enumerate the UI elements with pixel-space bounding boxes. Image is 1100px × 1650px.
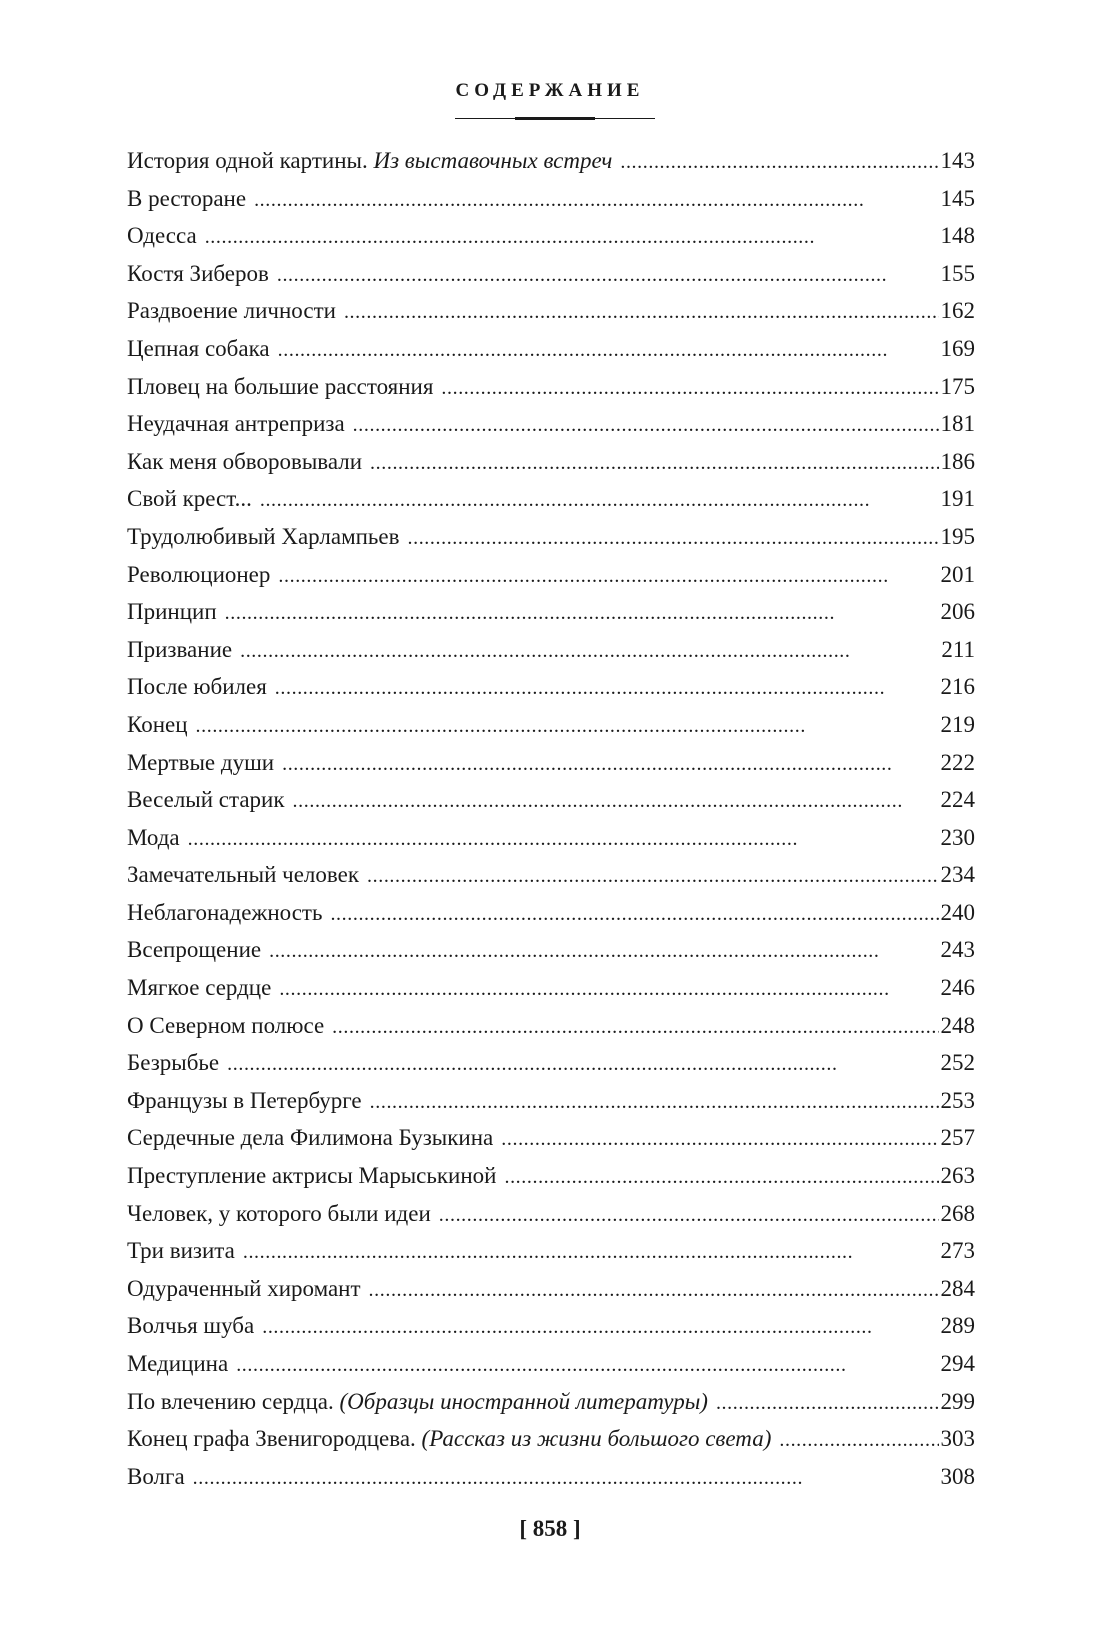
toc-page-number: 308 [940,1463,975,1489]
toc-entry-title [127,1270,369,1308]
toc-leader-dots [501,1121,938,1159]
toc-leader-dots [716,1385,939,1423]
toc-entry [127,1420,975,1458]
toc-leader-dots [188,821,939,859]
toc-page-number: 253 [940,1087,975,1113]
toc-entry [127,217,975,255]
toc-entry-main-title: В ресторане [127,185,247,211]
toc-leader-dots [254,182,938,220]
toc-entry-main-title: Принцип [127,599,217,625]
toc-entry [127,593,975,631]
toc-entry-title [127,931,269,969]
toc-leader-dots [193,1460,939,1498]
toc-page-number: 216 [940,674,975,700]
toc-page-number: 248 [940,1012,975,1038]
toc-entry [127,1007,975,1045]
toc-entry-title [127,1458,193,1496]
toc-leader-dots [277,257,939,295]
toc-entry-title [127,180,254,218]
toc-entry-title [127,142,620,180]
toc-entry-main-title: Неудачная антреприза [127,411,345,437]
toc-page-number: 224 [940,787,975,813]
toc-page-number: 148 [940,223,975,249]
toc-entry-title [127,1232,243,1270]
toc-entry-main-title: Революционер [127,561,271,587]
toc-leader-dots [330,896,938,934]
toc-leader-dots [227,1046,938,1084]
toc-entry-title [127,368,441,406]
toc-page-number: 191 [940,486,975,512]
toc-page-number: 155 [940,260,975,286]
toc-entry-title [127,856,367,894]
toc-entry-main-title: После юбилея [127,674,267,700]
running-header [0,80,1100,102]
toc-entry-main-title: Неблагонадежность [127,899,323,925]
toc-leader-dots [275,670,939,708]
toc-page-number: 230 [940,824,975,850]
toc-entry [127,1458,975,1496]
toc-entry-main-title: Одураченный хиромант [127,1275,361,1301]
toc-entry-main-title: Безрыбье [127,1050,220,1076]
toc-entry-subtitle: (Образцы иностранной литературы) [339,1388,708,1414]
toc-page-number: 294 [940,1351,975,1376]
toc-entry-title [127,744,282,782]
toc-entry-subtitle: Из выставочных встреч [373,148,613,173]
toc-entry-title [127,1157,504,1195]
toc-page-number: 240 [940,899,975,925]
toc-page-number: 263 [940,1163,975,1189]
toc-entry-main-title: Волга [127,1463,185,1489]
toc-page-number: 299 [940,1388,975,1414]
toc-entry-main-title: Костя Зиберов [127,260,269,286]
toc-entry-main-title: Всепрощение [127,937,262,963]
toc-entry-main-title: По влечению сердца. [127,1388,340,1414]
toc-leader-dots [408,520,939,558]
toc-entry-main-title: Одесса [127,223,197,249]
toc-entry-title [127,518,408,556]
toc-entry [127,180,975,218]
toc-leader-dots [370,445,938,483]
toc-entry [127,405,975,443]
toc-page-number: 201 [940,561,975,587]
toc-entry-main-title: Конец графа Звенигородцева. [127,1426,422,1452]
toc-entry [127,744,975,782]
toc-entry-main-title: Свой крест... [127,486,252,512]
toc-page-number: 289 [940,1313,975,1339]
toc-entry [127,330,975,368]
toc-entry-main-title: Замечательный человек [127,862,360,888]
toc-page-number: 219 [940,711,975,737]
header-rule-accent [515,117,595,120]
toc-leader-dots [332,1009,938,1047]
toc-page-number: 246 [940,975,975,1001]
toc-page-number: 181 [940,411,975,437]
toc-leader-dots [205,219,939,257]
toc-entry-title [127,1195,439,1233]
toc-leader-dots [504,1159,938,1197]
toc-leader-dots [279,971,938,1009]
toc-entry-title [127,1007,332,1045]
toc-page-number: 303 [940,1426,975,1452]
toc-page-number: 175 [940,373,975,399]
toc-entry-title [127,255,277,293]
toc-entry-main-title: История одной картины. [127,148,374,173]
toc-entry [127,292,975,330]
toc-entry [127,668,975,706]
toc-entry [127,706,975,744]
toc-entry-main-title: Мертвые души [127,749,275,775]
toc-entry-main-title: Мода [127,824,180,850]
toc-leader-dots [260,482,939,520]
toc-page-number: 211 [941,636,975,662]
page-title: СОДЕРЖАНИЕ [455,80,645,101]
toc-leader-dots [779,1422,938,1460]
toc-entry-title [127,292,344,330]
toc-entry [127,368,975,406]
toc-entry [127,255,975,293]
toc-page-number: 252 [940,1050,975,1076]
toc-page-number: 143 [940,148,975,173]
toc-page-number: 257 [940,1125,975,1151]
toc-entry-title [127,894,330,932]
toc-entry-title [127,969,279,1007]
toc-page-number: 273 [940,1238,975,1264]
toc-entry [127,856,975,894]
toc-entry-title [127,819,188,857]
toc-entry [127,631,975,669]
toc-page-number: 186 [940,448,975,474]
toc-entry-title [127,330,278,368]
toc-entry [127,1119,975,1157]
toc-entry [127,1383,975,1421]
toc-leader-dots [344,294,939,332]
toc-leader-dots [293,783,939,821]
toc-entry-title [127,706,196,744]
toc-entry [127,1232,975,1270]
toc-entry-title [127,1383,716,1421]
toc-leader-dots [225,595,939,633]
toc-entry-main-title: Веселый старик [127,787,285,813]
toc-entry-title [127,443,370,481]
toc-leader-dots [282,746,938,784]
toc-entry-title [127,1044,227,1082]
toc-entry-main-title: Французы в Петербурге [127,1087,362,1113]
toc-entry [127,894,975,932]
toc-entry [127,142,975,180]
toc-entry-main-title: Как меня обворовывали [127,448,363,474]
toc-leader-dots [240,633,939,671]
toc-entry [127,969,975,1007]
toc-entry-title [127,556,278,594]
toc-entry-title [127,668,275,706]
toc-leader-dots [278,332,939,370]
toc-page-number: 222 [940,749,975,775]
toc-page-number: 243 [940,937,975,963]
toc-entry [127,1195,975,1233]
toc-entry-title [127,480,260,518]
toc-entry [127,1082,975,1120]
toc-entry [127,1270,975,1308]
toc-leader-dots [370,1084,939,1122]
toc-entry [127,556,975,594]
toc-entry-title [127,1307,262,1345]
toc-page-number: 169 [940,335,975,361]
toc-entry [127,1044,975,1082]
toc-entry-title [127,1119,501,1157]
toc-page-number: 195 [940,523,975,549]
toc-leader-dots [367,858,938,896]
toc-entry [127,1345,975,1383]
toc-entry [127,480,975,518]
toc-leader-dots [369,1272,939,1310]
toc-leader-dots [620,144,938,182]
toc-leader-dots [236,1347,938,1385]
toc-leader-dots [269,933,938,971]
toc-entry-title [127,631,240,669]
toc-entry-main-title: Мягкое сердце [127,975,272,1001]
toc-entry [127,443,975,481]
page-number: [ 858 ] [519,1516,581,1541]
toc-entry-title [127,781,293,819]
toc-entry [127,819,975,857]
toc-entry-main-title: Пловец на большие расстояния [127,373,434,399]
toc-entry-title [127,1082,370,1120]
toc-leader-dots [278,558,938,596]
toc-entry-main-title: Призвание [127,636,233,662]
toc-entry-title [127,1345,236,1383]
toc-entry-main-title: Трудолюбивый Харлампьев [127,523,400,549]
toc-entry-main-title: О Северном полюсе [127,1012,325,1038]
toc-entry-main-title: Человек, у которого были идеи [127,1200,431,1226]
toc-page-number: 284 [940,1275,975,1301]
toc-entry-title [127,1420,779,1458]
toc-entry-subtitle: (Рассказ из жизни большого света) [421,1426,772,1452]
toc-entry-main-title: Волчья шуба [127,1313,255,1339]
toc-page-number: 145 [940,185,975,211]
toc-entry-main-title: Цепная собака [127,335,270,361]
toc-entry-title [127,405,353,443]
toc-entry [127,1307,975,1345]
toc-page-number: 268 [940,1200,975,1226]
toc-leader-dots [439,1197,939,1235]
toc-entry-main-title: Три визита [127,1238,235,1264]
toc-page-number: 234 [940,862,975,888]
toc-entry-main-title: Преступление актрисы Марыськиной [127,1163,497,1189]
toc-entry-title [127,593,225,631]
toc-entry-main-title: Конец [127,711,188,737]
toc-entry-main-title: Сердечные дела Филимона Бузыкина [127,1125,494,1151]
table-of-contents [127,142,975,1495]
toc-leader-dots [353,407,939,445]
toc-leader-dots [243,1234,939,1272]
toc-entry [127,1157,975,1195]
toc-page-number: 162 [940,298,975,324]
toc-entry [127,781,975,819]
toc-entry [127,518,975,556]
toc-entry [127,931,975,969]
toc-entry-main-title: Медицина [127,1351,229,1376]
toc-leader-dots [196,708,939,746]
toc-leader-dots [441,370,938,408]
toc-page-number: 206 [940,599,975,625]
toc-entry-title [127,217,205,255]
toc-leader-dots [262,1309,938,1347]
toc-entry-main-title: Раздвоение личности [127,298,336,324]
